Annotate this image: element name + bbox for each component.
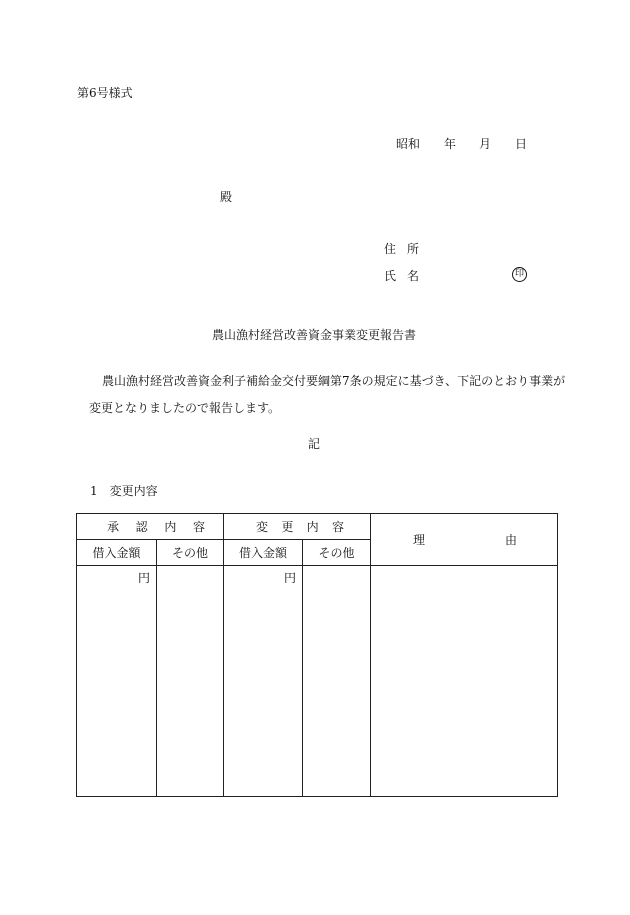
address-label bbox=[384, 242, 419, 256]
section-1-heading: 1 変更内容 bbox=[90, 484, 158, 498]
change-content-table bbox=[76, 513, 558, 797]
approved-amount-cell: 円 bbox=[77, 566, 157, 797]
approved-char-2: 認 bbox=[135, 520, 148, 534]
approved-borrowed-amount-header: 借入金額 bbox=[77, 540, 157, 566]
document-title: 農山漁村経営改善資金事業変更報告書 bbox=[212, 328, 417, 342]
addressee-suffix: 殿 bbox=[220, 190, 233, 204]
seal-mark: 印 bbox=[512, 267, 527, 282]
address-label-char-2: 所 bbox=[406, 242, 419, 256]
name-label-char-2: 名 bbox=[406, 269, 419, 283]
reason-cell bbox=[371, 566, 558, 797]
table-header-row-1 bbox=[77, 514, 558, 540]
date-day: 日 bbox=[515, 137, 528, 151]
name-label bbox=[384, 269, 419, 283]
changed-other-cell bbox=[303, 566, 371, 797]
body-line-1: 農山漁村経営改善資金利子補給金交付要綱第7条の規定に基づき、下記のとおり事業が bbox=[102, 374, 566, 388]
reason-char-2: 由 bbox=[504, 533, 517, 547]
body-line-2: 変更となりましたので報告します。 bbox=[89, 401, 281, 415]
date-year: 年 bbox=[444, 137, 457, 151]
changed-content-header bbox=[224, 514, 371, 540]
ki-heading: 記 bbox=[308, 437, 321, 451]
approved-char-1: 承 bbox=[107, 520, 120, 534]
approved-char-3: 内 bbox=[164, 520, 177, 534]
reason-header bbox=[371, 514, 558, 566]
approved-content-header bbox=[77, 514, 224, 540]
changed-amount-cell: 円 bbox=[224, 566, 303, 797]
changed-borrowed-amount-header: 借入金額 bbox=[224, 540, 303, 566]
changed-other-header: その他 bbox=[303, 540, 371, 566]
table-body-row bbox=[77, 566, 558, 797]
changed-char-3: 内 bbox=[306, 520, 319, 534]
changed-char-1: 変 bbox=[256, 520, 269, 534]
approved-other-cell bbox=[157, 566, 224, 797]
approved-char-4: 容 bbox=[192, 520, 205, 534]
approved-other-header: その他 bbox=[157, 540, 224, 566]
date-month: 月 bbox=[479, 137, 492, 151]
changed-char-4: 容 bbox=[331, 520, 344, 534]
changed-char-2: 更 bbox=[281, 520, 294, 534]
name-label-char-1: 氏 bbox=[384, 269, 397, 283]
form-number: 第6号様式 bbox=[77, 86, 133, 100]
address-label-char-1: 住 bbox=[384, 242, 397, 256]
reason-char-1: 理 bbox=[413, 533, 426, 547]
date-era: 昭和 bbox=[396, 137, 421, 151]
